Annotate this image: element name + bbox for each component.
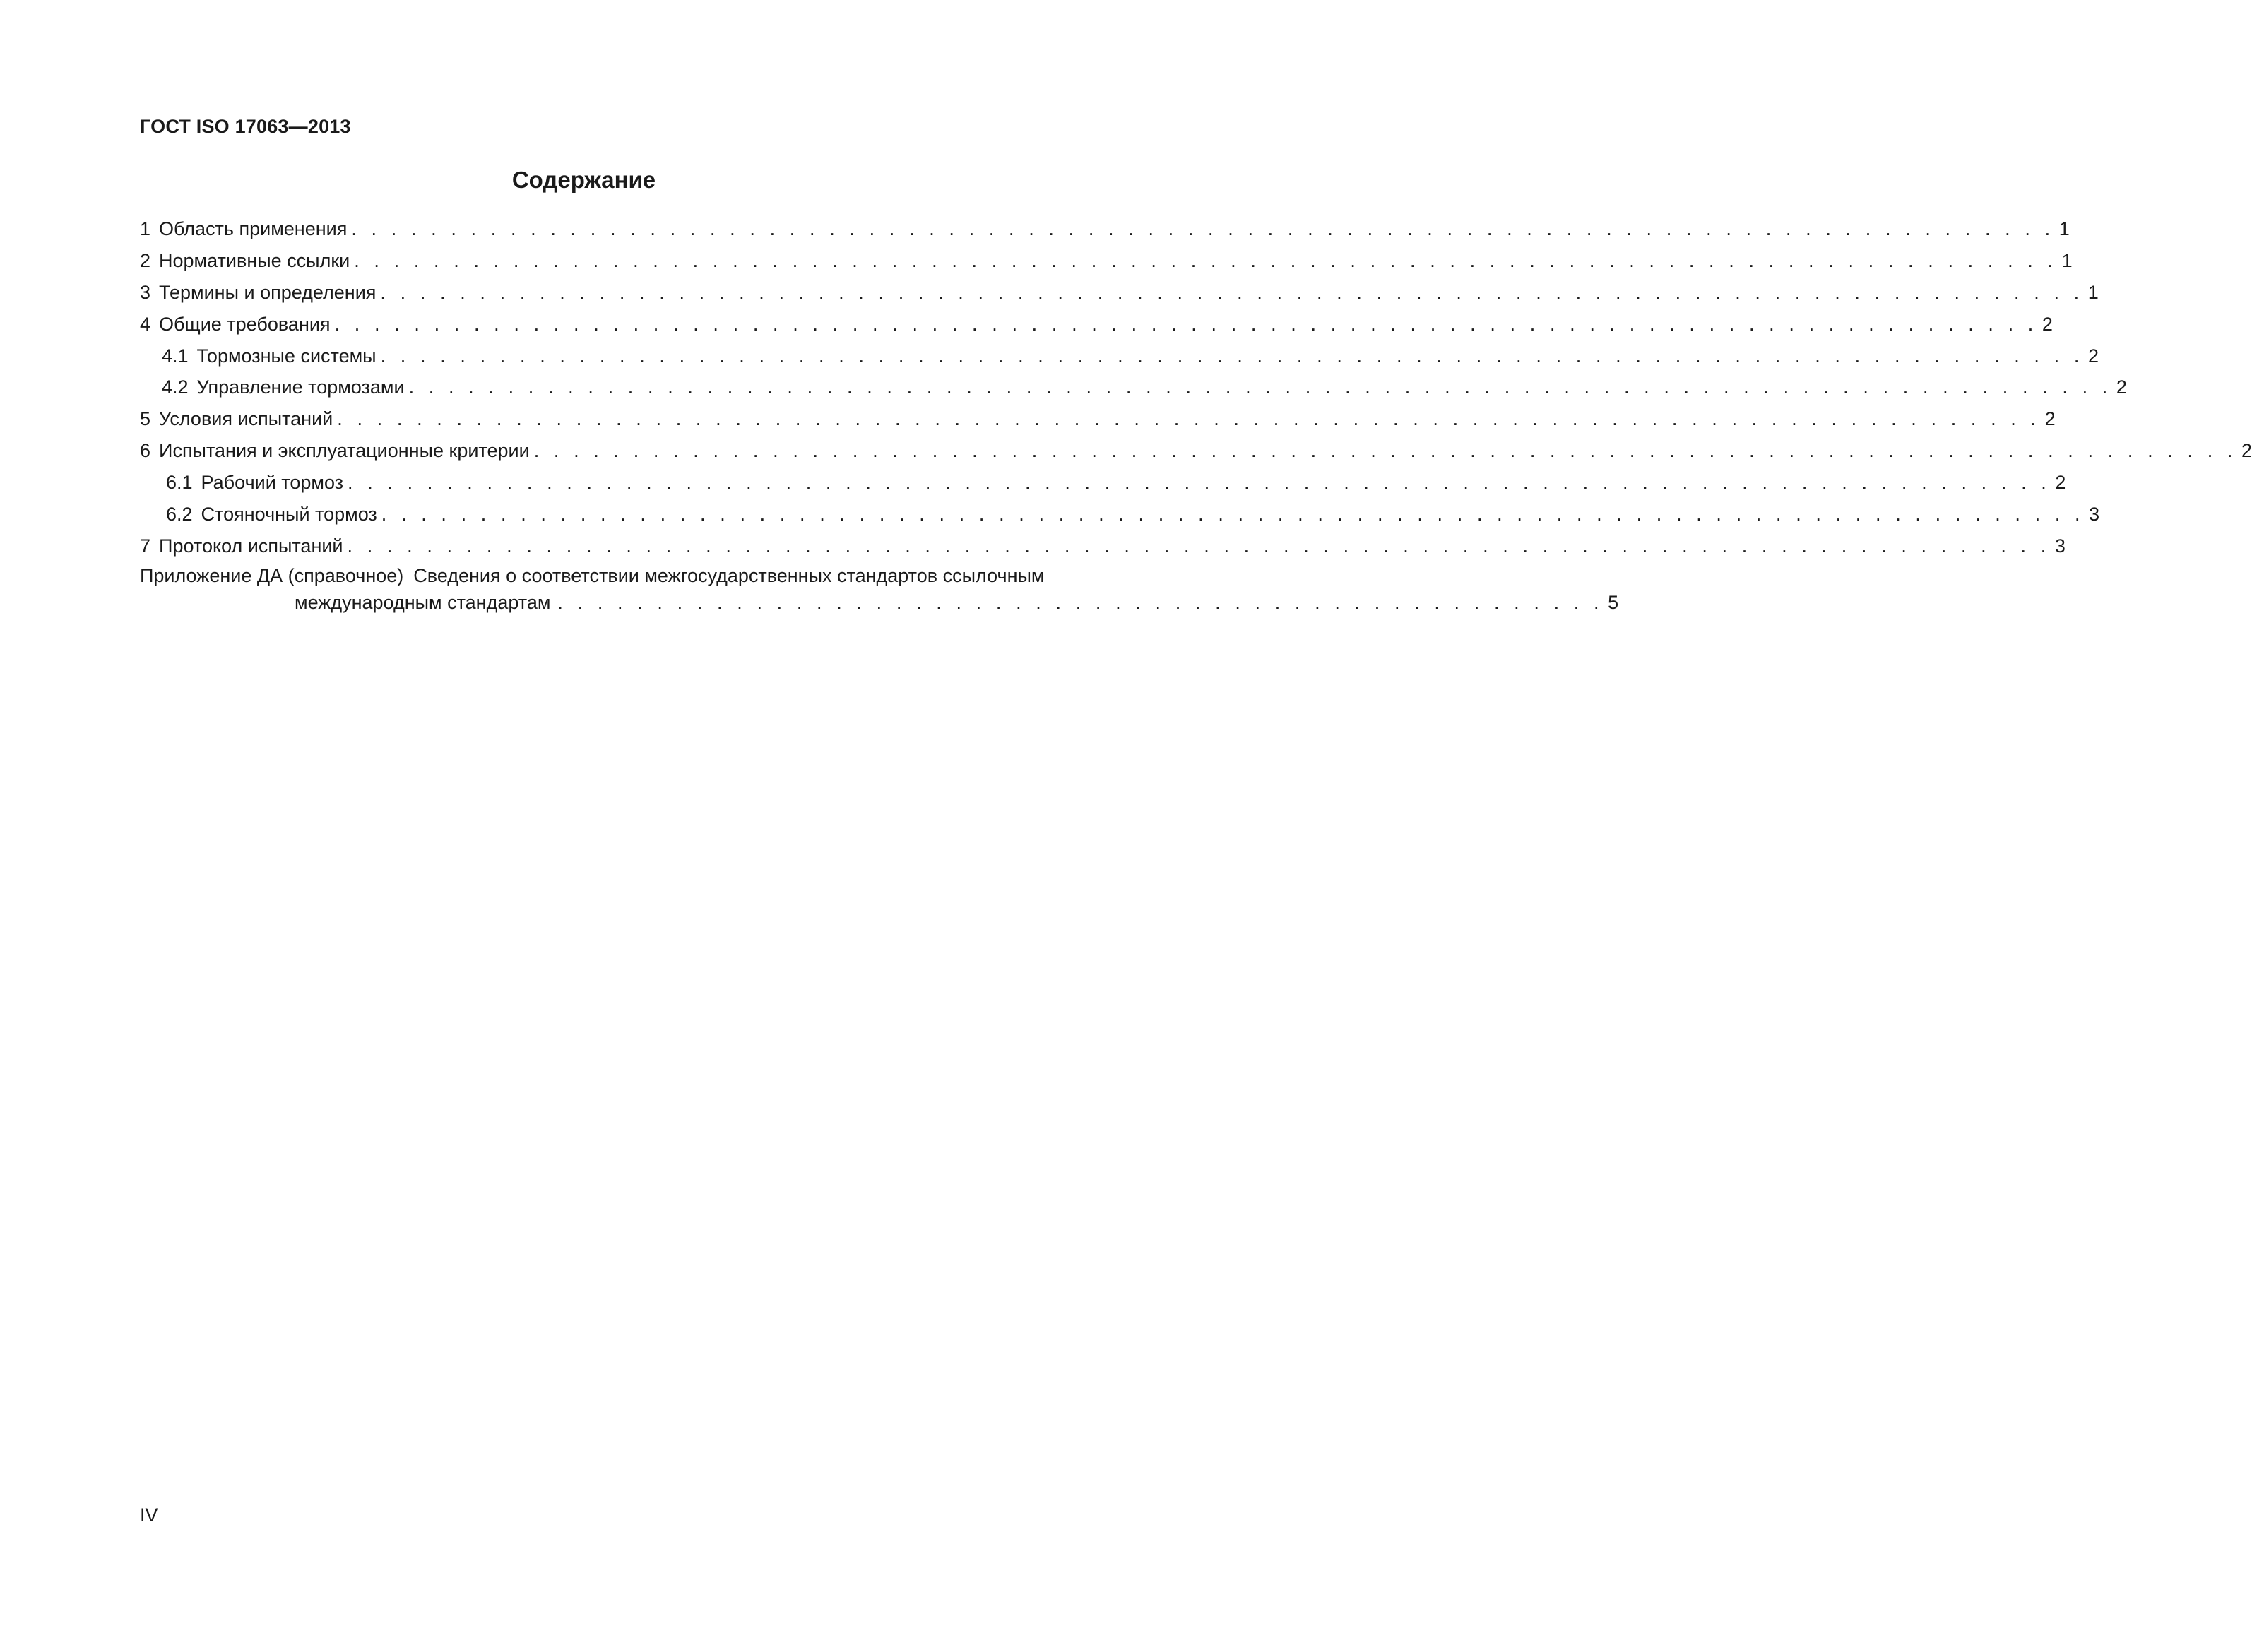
toc-entry-label: Общие требования — [159, 313, 331, 335]
toc-entry-label: Управление тормозами — [196, 376, 405, 398]
toc-entry-page: 2 — [2055, 472, 2066, 494]
page-number: IV — [140, 1504, 158, 1526]
toc-entry-label: Стояночный тормоз — [201, 504, 377, 525]
toc-entry-label: Область применения — [159, 218, 348, 239]
toc-entry-4-2[interactable] — [140, 372, 2127, 403]
toc-entry-6[interactable] — [140, 435, 2252, 467]
toc-entry-3[interactable] — [140, 277, 2099, 309]
toc-entry-number: 6 — [140, 440, 151, 462]
toc-leader-dots: . . . . . . . . . . . . . . . . . . . . . . . . . . . . . . . . . . . . . . . . . . . . . . . . . . . . . . . . . . . . . . . . . . . . . . . . . . . . . . . . . . . . . . — [380, 345, 2084, 367]
toc-entry-5[interactable] — [140, 403, 2056, 435]
toc-entry-page: 2 — [2041, 313, 2053, 335]
toc-leader-dots: . . . . . . . . . . . . . . . . . . . . . . . . . . . . . . . . . . . . . . . . . . . . . . . . . . . . . . . . . . . . . . . . . . . . . . . . . . . . . . . . . . . . . . — [354, 249, 2058, 271]
toc-entry-label: Протокол испытаний — [159, 535, 343, 557]
toc-entry-number: 2 — [140, 249, 151, 271]
toc-entry-label: Условия испытаний — [159, 408, 333, 430]
toc-entry-page: 3 — [2089, 504, 2100, 525]
toc-entry-page: 2 — [2241, 440, 2252, 462]
toc-entry-annex-da[interactable] — [140, 562, 1619, 616]
toc-title: Содержание — [511, 167, 656, 193]
annex-title-part-2: международным стандартам — [295, 591, 551, 613]
toc-entry-page: 1 — [2087, 281, 2099, 303]
annex-title-part-1: Сведения о соответствии межгосударственных стандартов ссылочным — [413, 564, 1045, 586]
toc-leader-dots: . . . . . . . . . . . . . . . . . . . . . . . . . . . . . . . . . . . . . . . . . . . . . . . . . . . . . . . . . . . . . . . . . . . . . . . . . . . . . . . . . . . . . . — [347, 535, 2051, 557]
toc-entry-number: 3 — [140, 281, 151, 303]
toc-entry-6-2[interactable] — [140, 499, 2100, 530]
toc-entry-number: 4.1 — [162, 345, 189, 367]
toc-leader-dots: . . . . . . . . . . . . . . . . . . . . . . . . . . . . . . . . . . . . . . . . . . . . . . . . . . . . . . . . . . . . . . . . . . . . . . . . . . . . . . . . . . . . . . — [337, 408, 2041, 430]
toc-entry-number: 4.2 — [162, 376, 189, 398]
annex-title-line-2 — [140, 589, 1619, 616]
toc-entry-4-1[interactable] — [140, 340, 2099, 372]
annex-title-line-1 — [140, 562, 1089, 589]
toc-leader-dots: . . . . . . . . . . . . . . . . . . . . . . . . . . . . . . . . . . . . . . . . . . . . . . . . . . . . . . . . . . . . . . . . . . . . . . . . . . . . . . . . . . . . . . — [380, 281, 2084, 303]
toc-leader-dots: . . . . . . . . . . . . . . . . . . . . . . . . . . . . . . . . . . . . . . . . . . . . . . . . . . . . . . . . . . . . . . . . . . . . . . . . . . . . . . . . . . . . . . — [348, 472, 2051, 494]
toc-entry-6-1[interactable] — [140, 467, 2066, 499]
toc-leader-dots: . . . . . . . . . . . . . . . . . . . . . . . . . . . . . . . . . . . . . . . . . . . . . . . . . . . . . . . . . . . . . . . . . . . . . . . . . . . . . . . . . . . . . . — [381, 504, 2085, 525]
toc-entry-label: Рабочий тормоз — [201, 472, 344, 494]
toc-entry-number: 6.2 — [166, 504, 193, 525]
toc-entry-number: 7 — [140, 535, 151, 557]
toc-leader-dots: . . . . . . . . . . . . . . . . . . . . . . . . . . . . . . . . . . . . . . . . . . . . . . . . . . . . . . . . . . . . . . . . . . . . . . . . . . . . . . . . . . . . . . — [533, 440, 2238, 462]
toc-entry-page: 1 — [2058, 218, 2070, 239]
toc-entry-page: 2 — [2044, 408, 2056, 430]
toc-entry-label: Нормативные ссылки — [159, 249, 350, 271]
toc-leader-dots: . . . . . . . . . . . . . . . . . . . . . . . . . . . . . . . . . . . . . . . . . . . . . . . . . . . . . . . . . . . . . . . . . . . . . . . . . . . . . . . . . . . . . . — [408, 376, 2112, 398]
toc-entry-7[interactable] — [140, 530, 2066, 562]
document-code: ГОСТ ISO 17063—2013 — [140, 116, 351, 137]
toc-entry-number: 1 — [140, 218, 151, 239]
toc-leader-dots: . . . . . . . . . . . . . . . . . . . . . . . . . . . . . . . . . . . . . . . . . . . . . . . . . . . . . — [557, 591, 1604, 613]
toc-entry-page: 2 — [2087, 345, 2099, 367]
toc-entry-4[interactable] — [140, 309, 2053, 340]
toc-entry-label: Термины и определения — [159, 281, 377, 303]
toc-entry-page: 5 — [1608, 591, 1619, 613]
toc-entry-label: Тормозные системы — [196, 345, 377, 367]
toc-entry-2[interactable] — [140, 245, 2073, 277]
toc-entry-number: 4 — [140, 313, 151, 335]
toc-entry-label: Испытания и эксплуатационные критерии — [159, 440, 530, 462]
toc-leader-dots: . . . . . . . . . . . . . . . . . . . . . . . . . . . . . . . . . . . . . . . . . . . . . . . . . . . . . . . . . . . . . . . . . . . . . . . . . . . . . . . . . . . . . . — [351, 218, 2055, 239]
annex-prefix: Приложение ДА (справочное) — [140, 564, 404, 586]
toc-entry-page: 2 — [2116, 376, 2127, 398]
toc-entry-page: 1 — [2061, 249, 2073, 271]
toc-entry-number: 5 — [140, 408, 151, 430]
toc-entry-page: 3 — [2054, 535, 2066, 557]
toc-entry-number: 6.1 — [166, 472, 193, 494]
toc-leader-dots: . . . . . . . . . . . . . . . . . . . . . . . . . . . . . . . . . . . . . . . . . . . . . . . . . . . . . . . . . . . . . . . . . . . . . . . . . . . . . . . . . . . . . . — [334, 313, 2038, 335]
toc-entry-1[interactable] — [140, 213, 2070, 245]
table-of-contents — [140, 213, 2252, 616]
